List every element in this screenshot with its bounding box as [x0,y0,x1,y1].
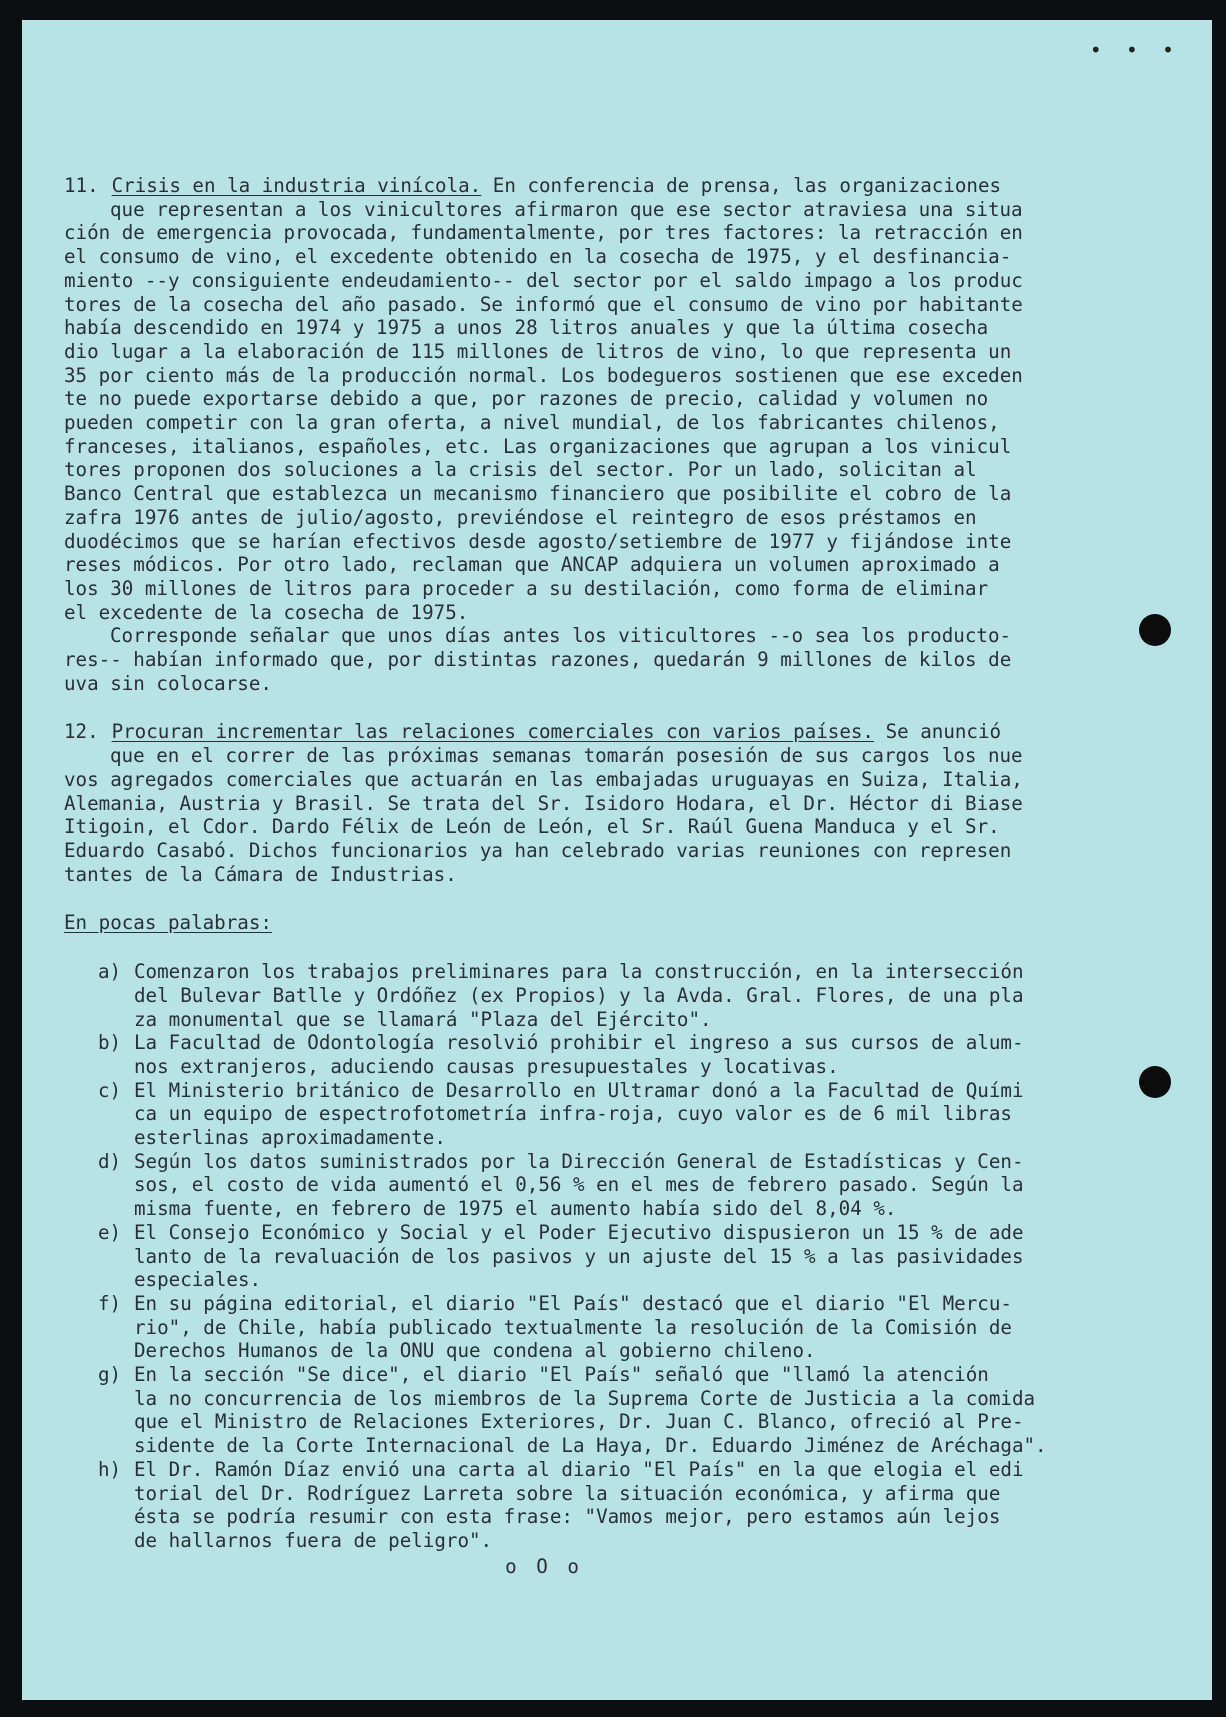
section-intro-text: En conferencia de prensa, las organizaciones [492,174,1002,197]
brief-item [64,1031,1084,1078]
brief-item-line: Derechos Humanos de la ONU que condena al gobierno chileno. [134,1339,816,1363]
section-11-heading-line [64,174,1084,198]
brief-item-line: rio", de Chile, había publicado textualmente la resolución de la Comisión de [134,1315,1012,1339]
brief-item-line: especiales. [134,1268,262,1292]
brief-item [64,1079,1084,1150]
brief-item-line: lanto de la revaluación de los pasivos y un ajuste del 15 % a las pasividades [134,1244,1024,1268]
section-title: Procuran incrementar las relaciones comerciales con varios países. [111,720,874,744]
text-line: franceses, italianos, españoles, etc. Las organizaciones que agrupan a los vinicul [64,434,1012,458]
text-line: Eduardo Casabó. Dichos funcionarios ya han celebrado varias reuniones con represen [64,838,1012,862]
brief-item-line: sos, el costo de vida aumentó el 0,56 % en el mes de febrero pasado. Según la [134,1173,1024,1197]
section-number: 11. [64,174,99,197]
brief-item-line: Comenzaron los trabajos preliminares para la construcción, en la intersección [134,960,1024,984]
section-title: Crisis en la industria vinícola. [111,174,482,197]
text-line: vos agregados comerciales que actuarán en las embajadas uruguayas en Suiza, Italia, [64,767,1023,791]
brief-item-letter: e) [98,1220,122,1244]
text-line: tores de la cosecha del año pasado. Se informó que el consumo de vino por habitante [64,292,1023,316]
briefs-list [64,960,1084,1553]
text-line: el excedente de la cosecha de 1975. [64,600,469,624]
brief-item-letter: d) [98,1149,122,1173]
text-line: había descendido en 1974 y 1975 a unos 28 litros anuales y que la última cosecha [64,316,989,340]
brief-item [64,1458,1084,1553]
brief-item-letter: h) [98,1457,122,1481]
punch-hole-upper [1139,614,1171,646]
brief-item-line: ca un equipo de espectrofotometría infra-roja, cuyo valor es de 6 mil libras [134,1102,1012,1126]
punch-hole-lower [1139,1066,1171,1098]
brief-item-line: misma fuente, en febrero de 1975 el aumento había sido del 8,04 %. [134,1197,897,1221]
text-line: uva sin colocarse. [64,671,272,695]
brief-item-line: ésta se podría resumir con esta frase: "Vamos mejor, pero estamos aún lejos [134,1505,1001,1529]
brief-item-line: que el Ministro de Relaciones Exteriores, Dr. Juan C. Blanco, ofreció al Pre- [134,1410,1024,1434]
brief-item [64,1363,1084,1458]
text-line: que representan a los vinicultores afirmaron que ese sector atraviesa una situa [110,197,1023,221]
section-11-paragraph-2 [64,624,1084,695]
corner-marks: • • • [1089,38,1180,62]
brief-item-line: la no concurrencia de los miembros de la Suprema Corte de Justicia a la comida [134,1386,1036,1410]
brief-item [64,1150,1084,1221]
brief-item-letter: c) [98,1078,122,1102]
text-line: el consumo de vino, el excedente obtenido en la cosecha de 1975, y el desfinancia- [64,245,1012,269]
section-12 [64,720,1084,886]
document-page [22,20,1212,1700]
section-intro-text: Se anunció [885,720,1002,744]
brief-item-line: En su página editorial, el diario "El País" destacó que el diario "El Mercu- [134,1291,1012,1315]
text-line: que en el correr de las próximas semanas tomarán posesión de sus cargos los nue [110,744,1023,768]
brief-item-line: nos extranjeros, aduciendo causas presupuestales y locativas. [134,1054,839,1078]
section-11 [64,174,1084,695]
brief-item [64,1292,1084,1363]
section-12-heading-line [64,720,1084,744]
brief-item-line: de hallarnos fuera de peligro". [134,1528,493,1552]
brief-item-line: El Ministerio británico de Desarrollo en Ultramar donó a la Facultad de Quími [134,1078,1024,1102]
text-line: miento --y consiguiente endeudamiento-- del sector por el saldo impago a los produc [64,268,1023,292]
text-line: Corresponde señalar que unos días antes los viticultores --o sea los producto- [110,624,1012,648]
briefs-heading: En pocas palabras: [64,911,272,935]
brief-item-line: En la sección "Se dice", el diario "El País" señaló que "llamó la atención [134,1363,989,1387]
brief-item-line: za monumental que se llamará "Plaza del Ejército". [134,1007,712,1031]
text-line: Banco Central que establezca un mecanismo financiero que posibilite el cobro de la [64,482,1012,506]
text-line: reses módicos. Por otro lado, reclaman que ANCAP adquiera un volumen aproximado a [64,553,1000,577]
brief-item-letter: g) [98,1363,122,1387]
text-line: res-- habían informado que, por distintas razones, quedarán 9 millones de kilos de [64,648,1012,672]
brief-item-line: del Bulevar Batlle y Ordóñez (ex Propios) y la Avda. Gral. Flores, de una pla [134,983,1024,1007]
text-line: 35 por ciento más de la producción normal. Los bodegueros sostienen que ese exceden [64,363,1023,387]
brief-item [64,1221,1084,1292]
text-line: ción de emergencia provocada, fundamentalmente, por tres factores: la retracción en [64,221,1023,245]
text-line: tantes de la Cámara de Industrias. [64,862,457,886]
brief-item-line: esterlinas aproximadamente. [134,1126,446,1150]
brief-item-line: El Dr. Ramón Díaz envió una carta al diario "El País" en la que elogia el edi [134,1457,1024,1481]
brief-item-line: Según los datos suministrados por la Dirección General de Estadísticas y Cen- [134,1149,1024,1173]
briefs-section [64,911,1084,1578]
brief-item-letter: a) [98,960,122,984]
brief-item-line: sidente de la Corte Internacional de La Haya, Dr. Eduardo Jiménez de Aréchaga". [134,1434,1047,1458]
text-line: tores proponen dos soluciones a la crisis del sector. Por un lado, solicitan al [64,458,977,482]
text-line: Alemania, Austria y Brasil. Se trata del Sr. Isidoro Hodara, el Dr. Héctor di Biase [64,791,1023,815]
page-content [64,174,1084,1578]
brief-item-line: La Facultad de Odontología resolvió prohibir el ingreso a sus cursos de alum- [134,1031,1024,1055]
text-line: pueden competir con la gran oferta, a nivel mundial, de los fabricantes chilenos, [64,411,1000,435]
brief-item-line: El Consejo Económico y Social y el Poder Ejecutivo dispusieron un 15 % de ade [134,1220,1024,1244]
section-number: 12. [64,720,99,744]
brief-item-letter: f) [98,1291,122,1315]
end-mark: o O o [505,1554,583,1578]
text-line: zafra 1976 antes de julio/agosto, previéndose el reintegro de esos préstamos en [64,505,977,529]
text-line: Itigoin, el Cdor. Dardo Félix de León de León, el Sr. Raúl Guena Manduca y el Sr. [64,815,1000,839]
text-line: duodécimos que se harían efectivos desde agosto/setiembre de 1977 y fijándose inte [64,529,1012,553]
text-line: te no puede exportarse debido a que, por razones de precio, calidad y volumen no [64,387,989,411]
brief-item [64,960,1084,1031]
brief-item-line: torial del Dr. Rodríguez Larreta sobre la situación económica, y afirma que [134,1481,1001,1505]
brief-item-letter: b) [98,1031,122,1055]
text-line: los 30 millones de litros para proceder a su destilación, como forma de eliminar [64,576,989,600]
section-11-paragraph-1 [64,198,1084,625]
text-line: dio lugar a la elaboración de 115 millones de litros de vino, lo que representa un [64,339,1012,363]
